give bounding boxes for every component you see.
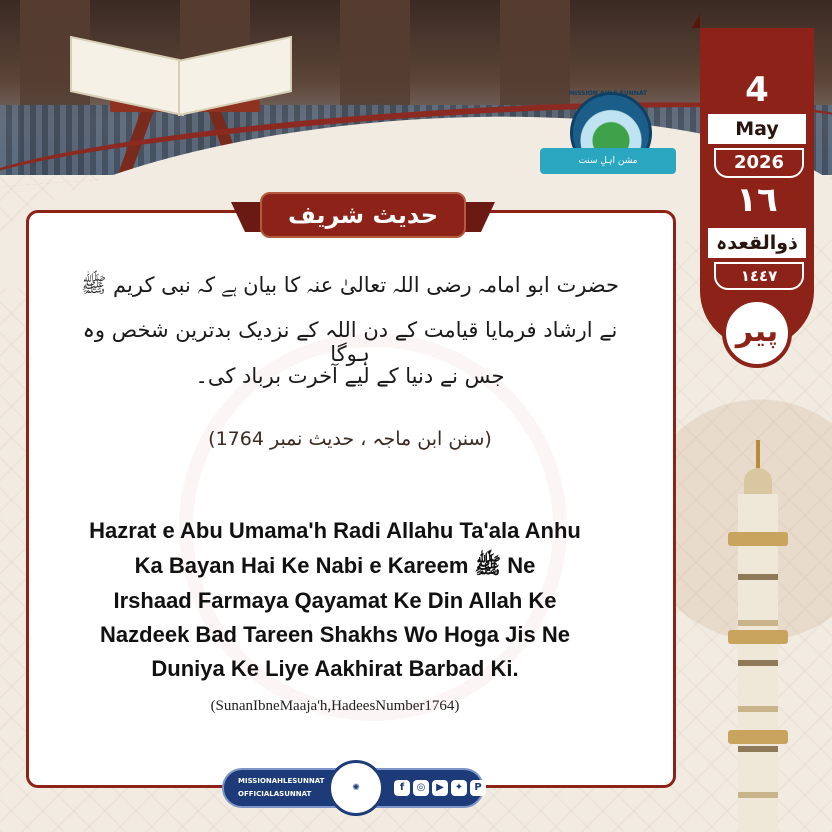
- footer-bar: [222, 768, 484, 808]
- english-line: Nazdeek Bad Tareen Shakhs Wo Hoga Jis Ne: [100, 622, 570, 647]
- mission-logo: [540, 92, 676, 192]
- facebook-icon[interactable]: f: [394, 780, 410, 796]
- urdu-line: نے ارشاد فرمایا قیامت کے دن اللہ کے نزدیک بدترین شخص وہ ہوگا: [82, 318, 618, 366]
- english-line: Hazrat e Abu Umama'h Radi Allahu Ta'ala Anhu: [89, 518, 581, 543]
- urdu-reference: (سنن ابن ماجہ ، حدیث نمبر 1764): [208, 428, 492, 450]
- date-year: 2026: [714, 148, 804, 178]
- minaret-balcony: [728, 730, 788, 744]
- english-reference: (SunanIbneMaaja'h,HadeesNumber1764): [210, 698, 460, 714]
- english-line: Duniya Ke Liye Aakhirat Barbad Ki.: [151, 656, 519, 681]
- instagram-icon[interactable]: ◎: [413, 780, 429, 796]
- footer-emblem-icon: ✺: [328, 760, 384, 816]
- twitter-icon[interactable]: ✦: [451, 780, 467, 796]
- date-panel: [700, 28, 814, 348]
- book-page-left: [70, 36, 184, 116]
- urdu-line: حضرت ابو امامہ رضی اللہ تعالیٰ عنہ کا بیان ہے کہ نبی کریم ﷺ: [81, 273, 619, 297]
- islamic-month: ذوالقعدہ: [708, 228, 806, 258]
- islamic-year: ١٤٤٧: [714, 262, 804, 290]
- youtube-icon[interactable]: ▶: [432, 780, 448, 796]
- logo-ribbon: مشن اہلِ سنت: [540, 148, 676, 174]
- logo-arc-text: MISSION AHLE SUNNAT: [568, 90, 648, 97]
- minaret-dome: [744, 468, 772, 494]
- social-icons: [394, 780, 486, 798]
- minaret-balcony: [728, 532, 788, 546]
- minaret-balcony: [728, 630, 788, 644]
- english-line: Ka Bayan Hai Ke Nabi e Kareem ﷺ Ne: [134, 553, 536, 578]
- footer-handles: [238, 775, 328, 801]
- footer-handle-2: OFFICIALASUNNAT: [238, 790, 312, 798]
- date-month: May: [708, 114, 806, 144]
- minaret-image: [708, 440, 808, 832]
- footer-handle-1: MISSIONAHLESUNNAT: [238, 777, 325, 785]
- card-title: حدیث شریف: [260, 192, 466, 238]
- date-day: 4: [745, 70, 769, 110]
- minaret-spire: [756, 440, 760, 470]
- title-ribbon: [238, 188, 488, 248]
- weekday-badge: پیر: [722, 298, 792, 368]
- urdu-line: جس نے دنیا کے لیے آخرت برباد کی۔: [195, 364, 505, 388]
- islamic-day: ١٦: [736, 180, 778, 220]
- pinterest-icon[interactable]: P: [470, 780, 486, 796]
- english-line: Irshaad Farmaya Qayamat Ke Din Allah Ke: [113, 588, 557, 613]
